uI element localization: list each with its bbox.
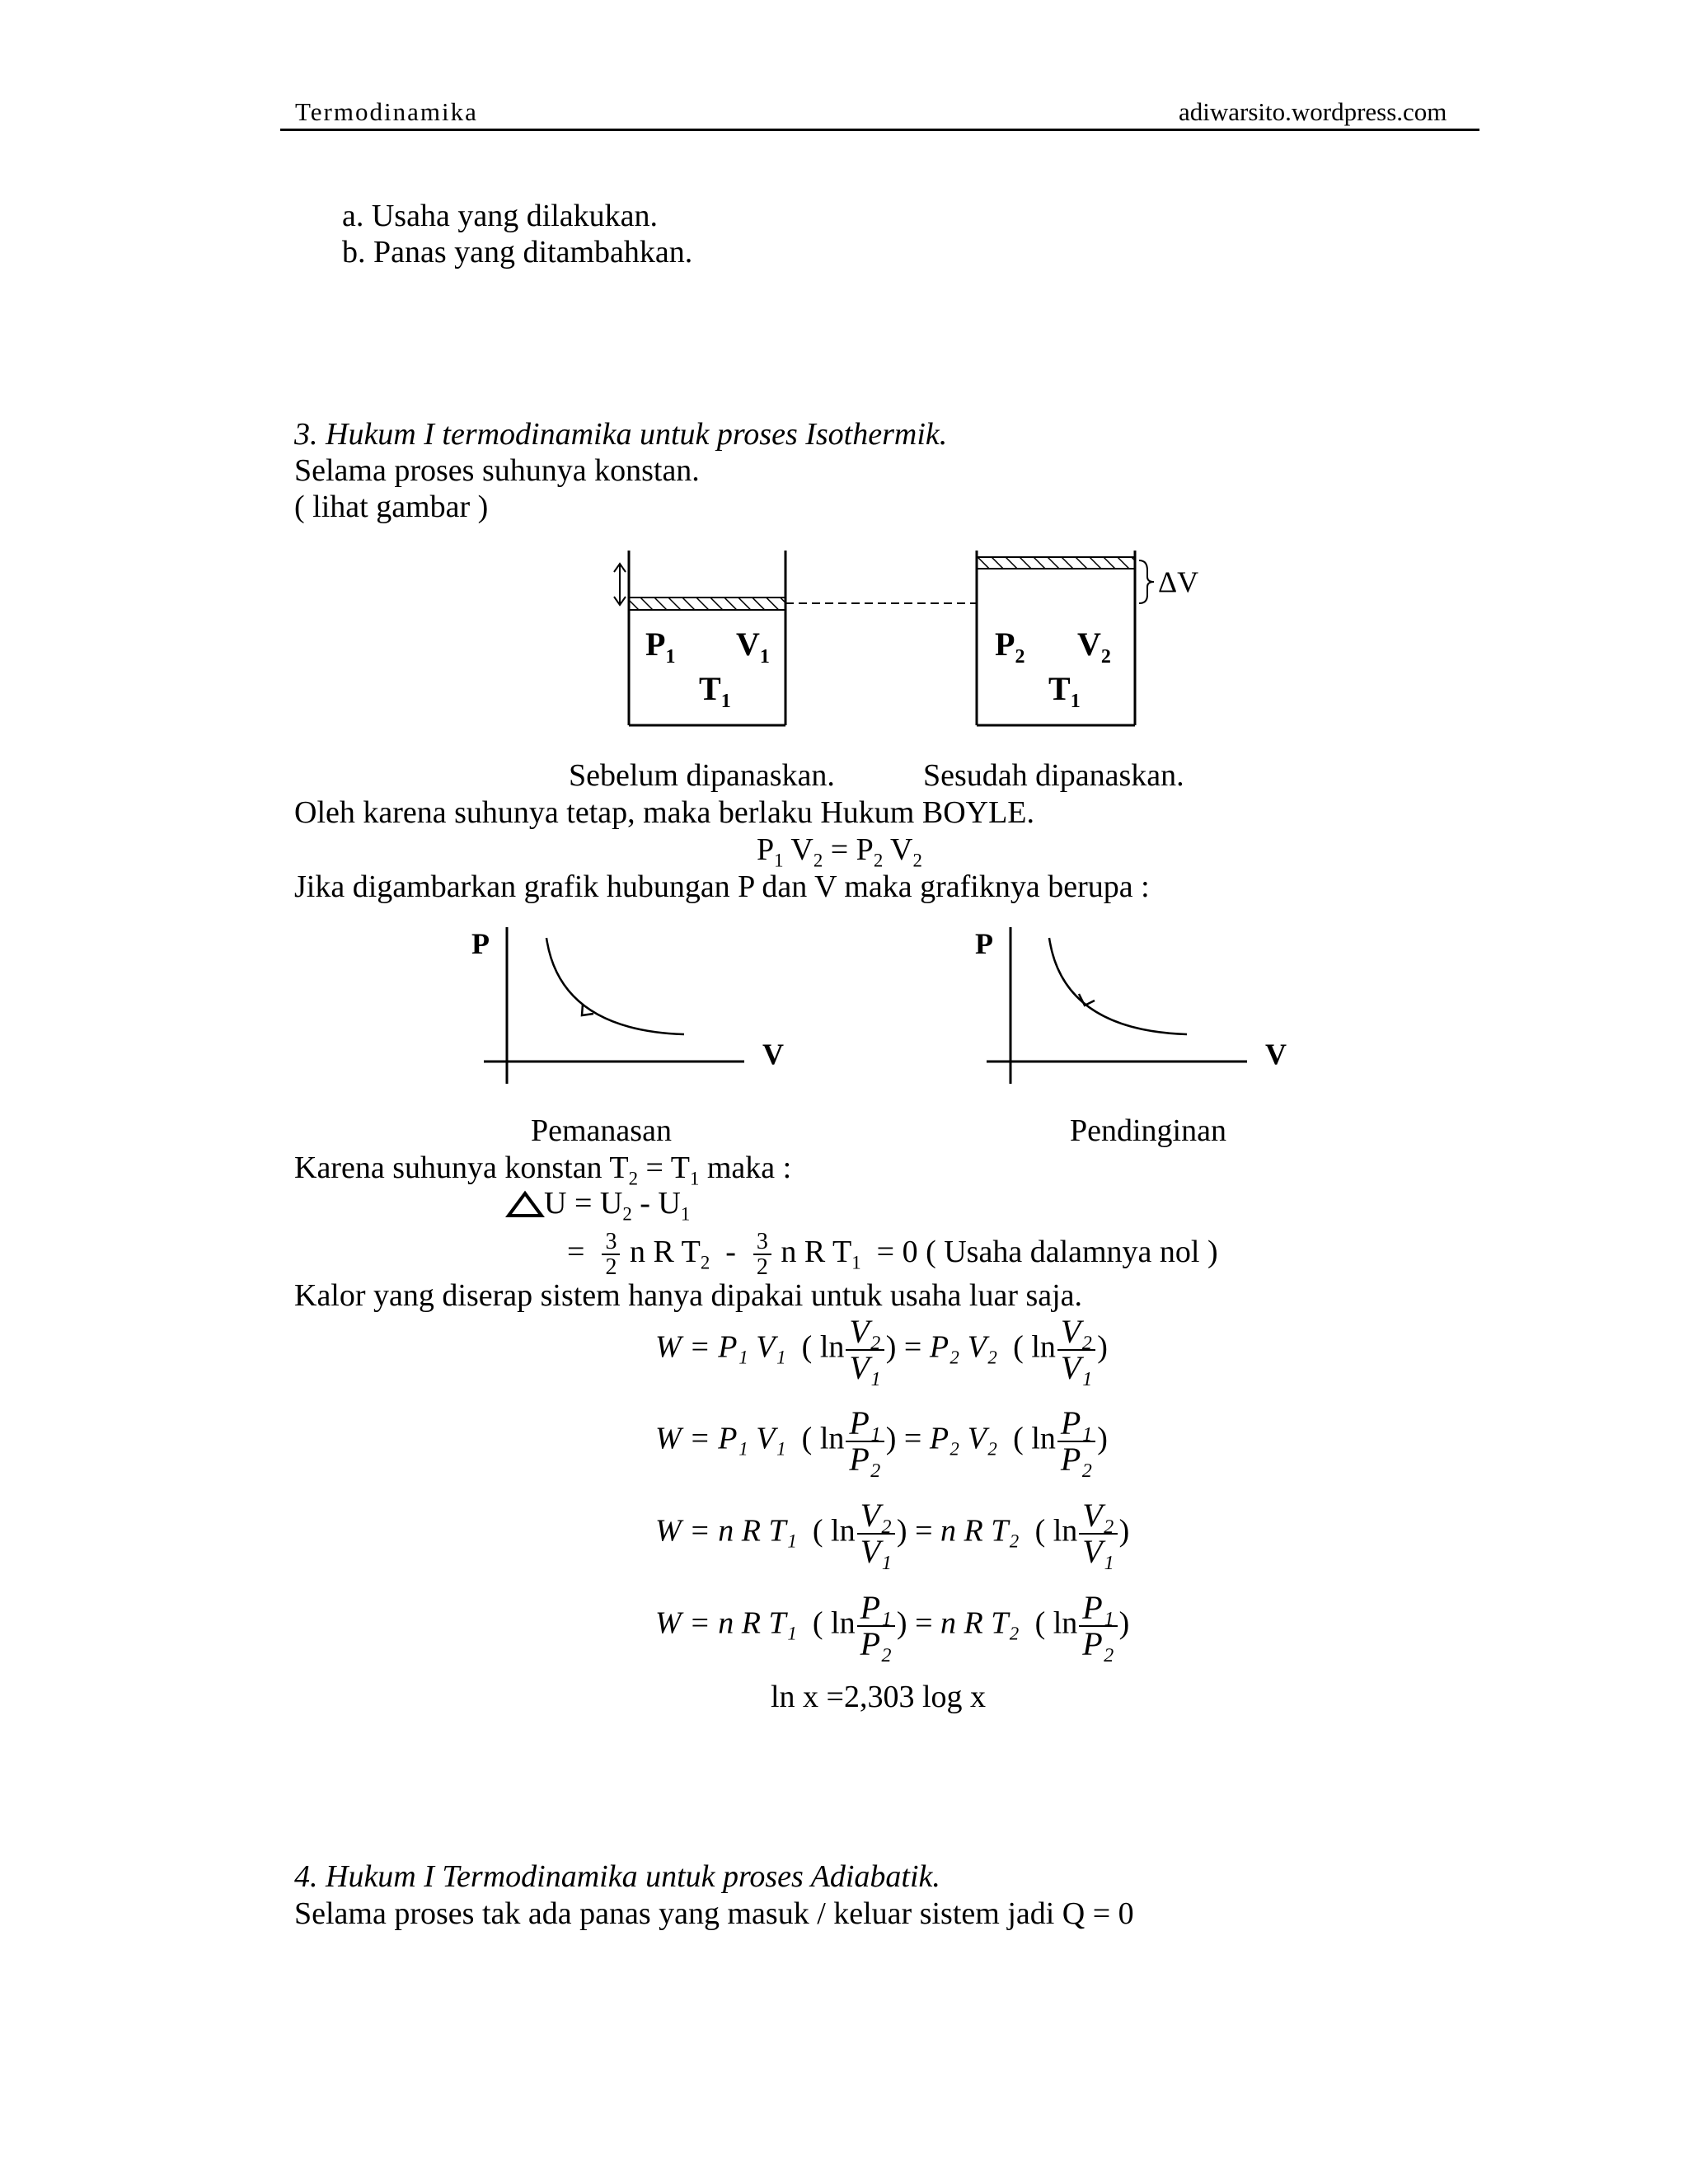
list-item: b. Panas yang ditambahkan. xyxy=(342,235,693,269)
energy-equation: = $\frac{3}{2}$ n R $T_2$ - $\frac{3}{2}$ n R $T_1 = 0$ ( Usaha dalamnya nol ) xyxy=(567,1229,1218,1281)
caption-before: Sebelum dipanaskan. xyxy=(569,758,835,793)
graph-intro: Jika digambarkan grafik hubungan P dan V maka grafiknya berupa : xyxy=(294,869,1150,904)
section-3-title: 3. Hukum I termodinamika untuk proses Isothermik. xyxy=(294,417,948,452)
formula-3: W = n R T₁ ( ln $\frac{\text{V₂}}{\text{V₁}}$ ) = n R T₂ ( ln $\frac{\text{V₂}}{\text{V₁}}$ ) xyxy=(655,1497,1130,1570)
label-delta-v: ΔV xyxy=(1158,565,1199,598)
caption-pemanasan: Pemanasan xyxy=(531,1113,672,1148)
arrow-down-icon xyxy=(1079,994,1095,1005)
brace-icon xyxy=(1139,560,1154,603)
label-t1-after: $T_1$ xyxy=(1048,670,1081,712)
caption-pendinginan: Pendinginan xyxy=(1070,1113,1226,1148)
label-v2: $V_2$ xyxy=(1077,626,1111,668)
section-3-line2: ( lihat gambar ) xyxy=(294,490,489,524)
graph-pendinginan xyxy=(987,927,1247,1084)
axis-label-p: P xyxy=(471,927,490,960)
delta-icon xyxy=(509,1193,542,1216)
kalor-line: Kalor yang diserap sistem hanya dipakai untuk usaha luar saja. xyxy=(294,1278,1083,1313)
label-v1: $V_1$ xyxy=(736,626,770,668)
axis-label-v: V xyxy=(762,1038,784,1071)
axis-label-p: P xyxy=(975,927,993,960)
label-p2: $P_2$ xyxy=(995,626,1025,668)
header-site: adiwarsito.wordpress.com xyxy=(1179,97,1447,126)
caption-after: Sesudah dipanaskan. xyxy=(923,758,1184,793)
boyle-equation: $P_1$ $V_2 = P_2$ $V_2$ xyxy=(757,832,922,871)
piston-after xyxy=(977,557,1135,569)
formula-4: W = n R T₁ ( ln $\frac{\text{P₁}}{\text{P₂}}$ ) = n R T₂ ( ln $\frac{\text{P₁}}{\text{P₂}}$ ) xyxy=(655,1589,1130,1662)
label-t1: $T_1$ xyxy=(699,670,731,712)
double-arrow-icon xyxy=(614,564,626,605)
boyle-line: Oleh karena suhunya tetap, maka berlaku Hukum BOYLE. xyxy=(294,795,1035,830)
list-item: a. Usaha yang dilakukan. xyxy=(342,199,659,233)
section-4-title: 4. Hukum I Termodinamika untuk proses Adiabatik. xyxy=(294,1859,940,1894)
formula-1: W = P₁ V₁ ( ln $\frac{\text{V₂}}{\text{V₁}}$ ) = P₂ V₂ ( ln $\frac{\text{V₂}}{\text{V₁}}$ ) xyxy=(655,1313,1108,1386)
section-3-line1: Selama proses suhunya konstan. xyxy=(294,453,700,488)
piston-before xyxy=(629,598,785,610)
isotherm-curve xyxy=(1049,938,1187,1034)
section-4-line1: Selama proses tak ada panas yang masuk / keluar sistem jadi Q = 0 xyxy=(294,1896,1134,1931)
lnx-relation: ln x =2,303 log x xyxy=(771,1680,987,1714)
isotherm-curve xyxy=(546,938,684,1034)
delta-u-equation: $U = U_2 - U_1$ xyxy=(544,1186,691,1225)
header-title: Termodinamika xyxy=(295,97,478,126)
label-p1: $P_1$ xyxy=(645,626,676,668)
axis-label-v: V xyxy=(1265,1038,1287,1071)
formula-2: W = P₁ V₁ ( ln $\frac{\text{P₁}}{\text{P₂}}$ ) = P₂ V₂ ( ln $\frac{\text{P₁}}{\text{P₂}}$ ) xyxy=(655,1404,1108,1478)
arrow-up-icon xyxy=(582,1004,593,1015)
konstan-line: Karena suhunya konstan $T_2 = T_1$ maka : xyxy=(294,1151,792,1189)
graph-pemanasan xyxy=(484,927,744,1084)
